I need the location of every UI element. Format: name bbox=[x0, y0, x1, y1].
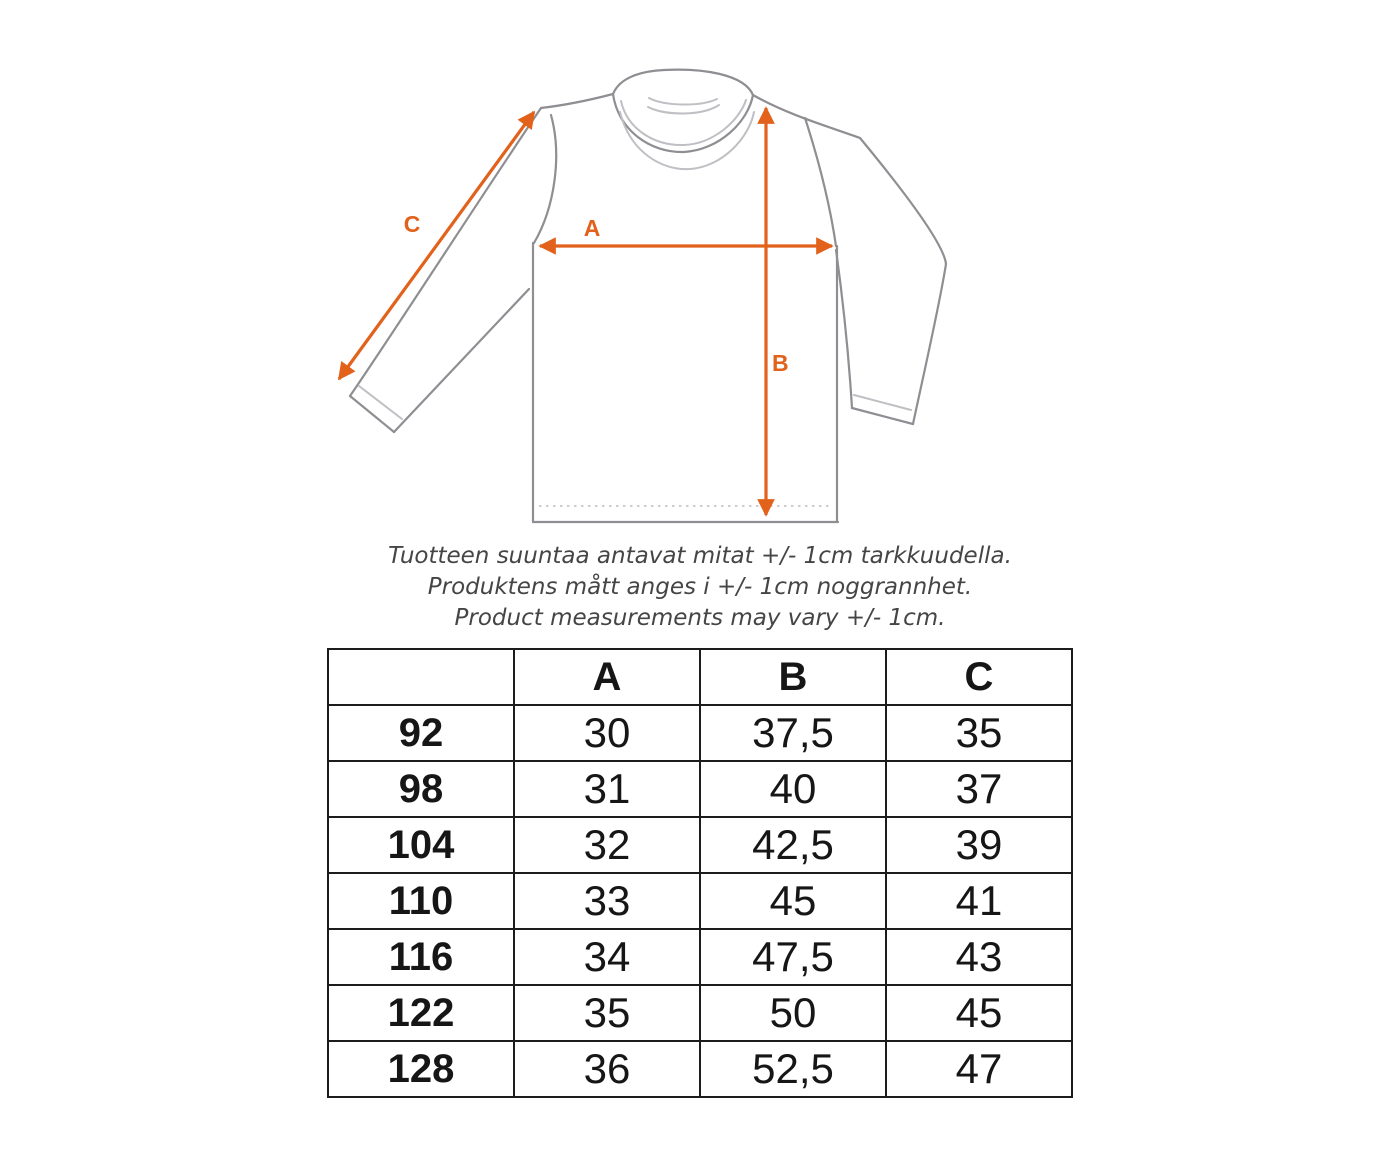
value-c: 43 bbox=[886, 929, 1072, 985]
header-c: C bbox=[886, 649, 1072, 705]
turtleneck-collar bbox=[613, 70, 754, 170]
right-sleeve bbox=[805, 118, 946, 424]
value-c: 35 bbox=[886, 705, 1072, 761]
table-row bbox=[328, 929, 1072, 985]
value-b: 42,5 bbox=[700, 817, 886, 873]
size-table bbox=[327, 648, 1073, 1098]
left-shoulder-line bbox=[541, 94, 613, 108]
note-line-english: Product measurements may vary +/- 1cm. bbox=[454, 605, 946, 631]
value-a: 35 bbox=[514, 985, 700, 1041]
header-b: B bbox=[700, 649, 886, 705]
value-b: 52,5 bbox=[700, 1041, 886, 1097]
value-a: 36 bbox=[514, 1041, 700, 1097]
value-b: 37,5 bbox=[700, 705, 886, 761]
table-row bbox=[328, 817, 1072, 873]
measurement-arrow-a bbox=[540, 215, 832, 246]
value-b: 45 bbox=[700, 873, 886, 929]
table-row bbox=[328, 1041, 1072, 1097]
size-cell: 122 bbox=[328, 985, 514, 1041]
measurement-arrow-b bbox=[766, 108, 789, 515]
value-b: 47,5 bbox=[700, 929, 886, 985]
size-cell: 92 bbox=[328, 705, 514, 761]
table-row bbox=[328, 705, 1072, 761]
size-cell: 98 bbox=[328, 761, 514, 817]
shirt-technical-drawing bbox=[0, 0, 1400, 545]
table-header-row bbox=[328, 649, 1072, 705]
value-c: 39 bbox=[886, 817, 1072, 873]
shirt-outline bbox=[350, 70, 946, 522]
value-b: 40 bbox=[700, 761, 886, 817]
right-shoulder-line bbox=[753, 95, 860, 138]
table-row bbox=[328, 873, 1072, 929]
size-cell: 104 bbox=[328, 817, 514, 873]
measurement-label-c: C bbox=[403, 211, 421, 237]
shirt-body bbox=[533, 243, 838, 522]
measurement-note bbox=[0, 541, 1400, 634]
note-line-swedish: Produktens mått anges i +/- 1cm noggrannhet. bbox=[427, 574, 973, 600]
value-a: 34 bbox=[514, 929, 700, 985]
measurement-label-b: B bbox=[772, 350, 789, 376]
left-sleeve bbox=[350, 108, 556, 432]
value-a: 31 bbox=[514, 761, 700, 817]
size-cell: 116 bbox=[328, 929, 514, 985]
table-row bbox=[328, 761, 1072, 817]
size-cell: 110 bbox=[328, 873, 514, 929]
value-c: 41 bbox=[886, 873, 1072, 929]
measurement-arrow-c bbox=[339, 112, 534, 379]
size-cell: 128 bbox=[328, 1041, 514, 1097]
note-line-finnish: Tuotteen suuntaa antavat mitat +/- 1cm tarkkuudella. bbox=[388, 543, 1012, 569]
value-c: 37 bbox=[886, 761, 1072, 817]
value-b: 50 bbox=[700, 985, 886, 1041]
value-a: 33 bbox=[514, 873, 700, 929]
value-c: 47 bbox=[886, 1041, 1072, 1097]
value-a: 30 bbox=[514, 705, 700, 761]
measurement-label-a: A bbox=[583, 215, 601, 241]
value-c: 45 bbox=[886, 985, 1072, 1041]
table-row bbox=[328, 985, 1072, 1041]
value-a: 32 bbox=[514, 817, 700, 873]
header-size bbox=[328, 649, 514, 705]
header-a: A bbox=[514, 649, 700, 705]
